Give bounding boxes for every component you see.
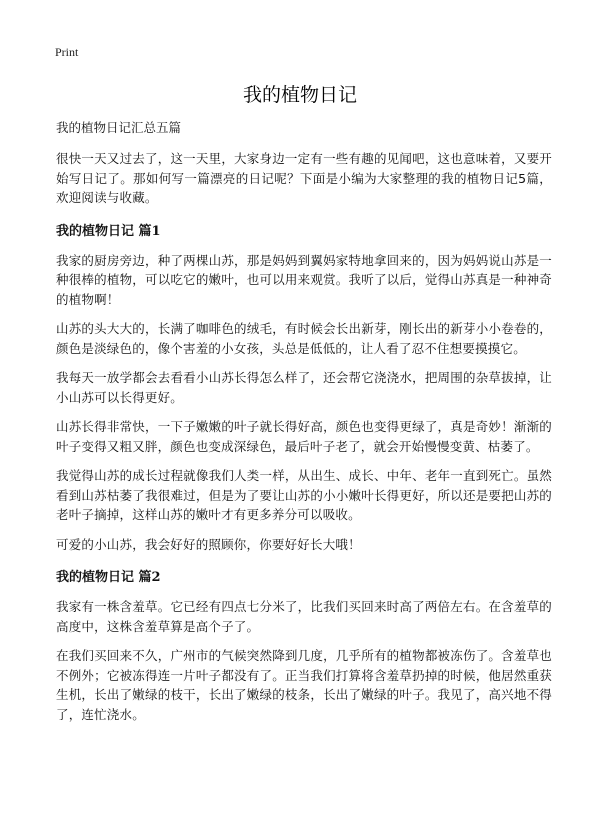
print-link[interactable]: Print [55, 45, 79, 59]
section-heading-1: 我的植物日记 篇1 [56, 223, 161, 239]
section-1-paragraph: 我觉得山苏的成长过程就像我们人类一样，从出生、成长、中年、老年一直到死亡。虽然看到山苏枯萎了我很难过，但是为了要让山苏的小小嫩叶长得更好，所以还是要把山苏的老叶子摘掉，这样山苏的嫩叶才有更多养分可以吸收。 [56, 468, 552, 522]
section-1-paragraph: 可爱的小山苏，我会好好的照顾你，你要好好长大哦！ [56, 536, 361, 552]
section-1-paragraph: 山苏的头大大的，长满了咖啡色的绒毛，有时候会长出新芽，刚长出的新芽小小卷卷的，颜色是淡绿色的，像个害羞的小女孩，头总是低低的，让人看了忍不住想要摸摸它。 [56, 321, 552, 356]
section-1-paragraph: 我每天一放学都会去看看小山苏长得怎么样了，还会帮它浇浇水，把周围的杂草拔掉，让小山苏可以长得更好。 [56, 370, 552, 405]
document-body [56, 118, 552, 734]
section-2-paragraph: 我家有一株含羞草。它已经有四点七分米了，比我们买回来时高了两倍左右。在含羞草的高度中，这株含羞草算是高个子了。 [56, 599, 552, 634]
section-1-paragraph: 我家的厨房旁边，种了两棵山苏，那是妈妈到翼妈家特地拿回来的，因为妈妈说山苏是一种很棒的植物，可以吃它的嫩叶，也可以用来观赏。我听了以后，觉得山苏真是一种神奇的植物啊！ [56, 252, 552, 307]
intro-paragraph: 很快一天又过去了，这一天里，大家身边一定有一些有趣的见闻吧，这也意味着，又要开始写日记了。那如何写一篇漂亮的日记呢？下面是小编为大家整理的我的植物日记5篇，欢迎阅读与收藏。 [56, 151, 552, 205]
document-title: 我的植物日记 [242, 84, 357, 106]
section-1-paragraph: 山苏长得非常快，一下子嫩嫩的叶子就长得好高，颜色也变得更绿了，真是奇妙！渐渐的叶子变得又粗又胖，颜色也变成深绿色，最后叶子老了，就会开始慢慢变黄、枯萎了。 [56, 419, 552, 454]
section-2-paragraph: 在我们买回来不久，广州市的气候突然降到几度，几乎所有的植物都被冻伤了。含羞草也不例外；它被冻得连一片叶子都没有了。正当我们打算将含羞草扔掉的时候，他居然重获生机，长出了嫩绿的枝干，长出了嫩绿的枝条，长出了嫩绿的叶子。我见了，高兴地不得了，连忙浇水。 [56, 648, 552, 722]
section-heading-2: 我的植物日记 篇2 [56, 570, 161, 585]
document-subtitle: 我的植物日记汇总五篇 [56, 120, 182, 135]
